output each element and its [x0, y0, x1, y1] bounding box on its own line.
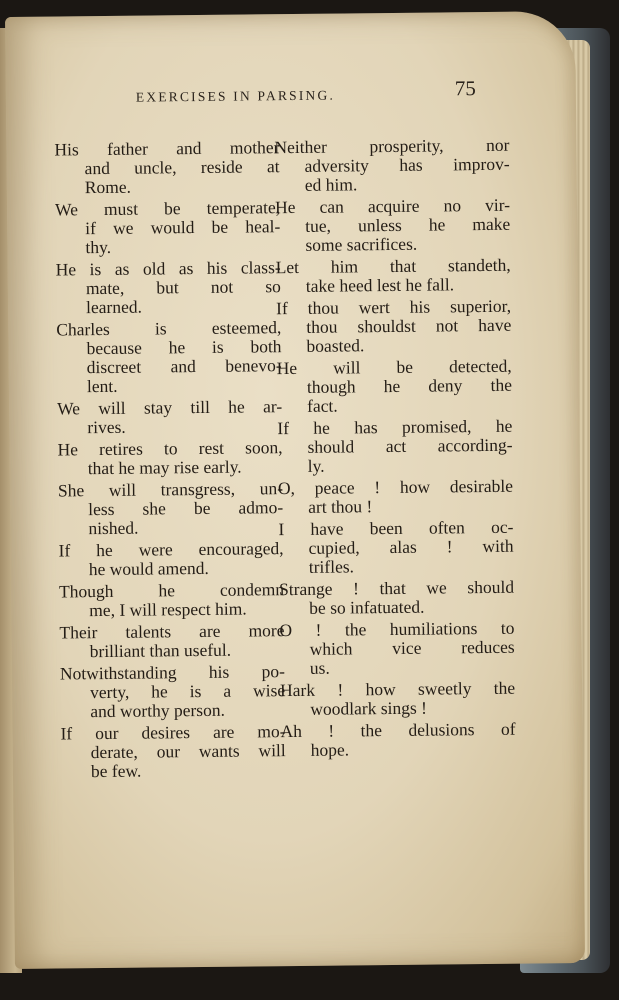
text-line: take heed lest he fall.	[305, 274, 455, 296]
sentence-block	[59, 580, 284, 620]
text-line: boasted.	[306, 335, 365, 356]
text-line: If he were encouraged,	[58, 538, 284, 561]
left-column	[54, 138, 286, 784]
sentence-block	[58, 479, 284, 538]
text-line: be few.	[90, 760, 142, 782]
text-line: Neither prosperity, nor	[274, 134, 510, 158]
text-line: thy.	[85, 236, 112, 258]
sentence-block	[55, 198, 281, 257]
text-line: me, I will respect him.	[89, 598, 247, 621]
sentence-block	[54, 138, 280, 197]
sentence-block	[278, 477, 513, 517]
text-line: derate, our wants will	[90, 740, 286, 763]
sentence-block	[276, 297, 512, 356]
text-line: art thou !	[308, 496, 373, 517]
sentence-block	[56, 318, 282, 396]
text-line: some sacrifices.	[305, 233, 418, 255]
sentence-block	[279, 578, 514, 618]
running-head: EXERCISES IN PARSING.	[135, 87, 336, 105]
text-line: he would amend.	[88, 557, 209, 580]
text-line: verty, he is a wise	[90, 680, 286, 703]
text-line: We must be temperate,	[54, 197, 281, 220]
text-line: Let him that standeth,	[275, 254, 511, 278]
sentence-block	[60, 722, 286, 781]
text-line: cupied, alas ! with	[308, 535, 514, 558]
text-line: Though he condemn	[58, 579, 285, 602]
sentence-block	[57, 438, 282, 478]
text-line: He is as old as his class-	[55, 257, 281, 280]
text-line: If he has promised, he	[277, 415, 513, 439]
text-line: O, peace ! how desirable	[277, 475, 514, 499]
text-line: and worthy person.	[90, 699, 226, 722]
text-line: be so infatuated.	[309, 596, 425, 618]
text-line: If our desires are mo-	[60, 721, 286, 744]
right-column	[274, 136, 516, 763]
text-line: discreet and benevo-	[86, 355, 282, 378]
sentence-block	[60, 662, 286, 721]
page-number: 75	[454, 76, 476, 101]
text-line: I have been often oc-	[278, 516, 514, 540]
text-line: thou shouldst not have	[306, 314, 512, 337]
sentence-block	[280, 720, 515, 760]
text-line: which vice reduces	[309, 636, 515, 659]
text-line: tue, unless he make	[305, 213, 511, 236]
text-line: fact.	[307, 395, 338, 416]
text-line: though he deny the	[306, 374, 513, 397]
text-line: If thou wert his superior,	[275, 295, 512, 319]
sentence-block	[275, 196, 511, 255]
text-line: He can acquire no vir-	[274, 194, 511, 218]
sentence-block	[56, 258, 282, 317]
sentence-block	[279, 619, 515, 678]
text-line: Charles is esteemed,	[56, 317, 282, 340]
text-line: if we would be heal-	[85, 216, 281, 239]
text-line: that he may rise early.	[87, 456, 242, 479]
text-line: Ah ! the delusions of	[280, 718, 516, 742]
text-line: hope.	[310, 739, 350, 760]
sentence-block	[59, 621, 284, 661]
text-line: ed him.	[304, 174, 358, 195]
sentence-block	[277, 417, 513, 476]
text-line: adversity has improv-	[304, 153, 510, 176]
text-line: because he is both	[86, 336, 282, 359]
sentence-block	[274, 136, 510, 195]
text-line: O ! the humiliations to	[279, 617, 515, 641]
text-line: trifles.	[308, 556, 355, 577]
text-line: and uncle, reside at	[84, 156, 280, 179]
text-line: Strange ! that we should	[278, 576, 515, 600]
sentence-block	[277, 357, 513, 416]
sentence-block	[59, 539, 284, 579]
text-line: brilliant than useful.	[89, 639, 232, 662]
text-line: lent.	[86, 375, 118, 397]
text-line: woodlark sings !	[310, 697, 428, 719]
sentence-block	[278, 518, 514, 577]
text-line: Notwithstanding his po-	[59, 661, 286, 684]
text-line: He will be detected,	[276, 355, 512, 379]
text-line: learned.	[85, 296, 143, 318]
text-line: nished.	[88, 517, 139, 539]
text-line: Hark ! how sweetly the	[279, 677, 516, 701]
text-line: less she be admo-	[88, 497, 284, 520]
text-line: Their talents are more	[59, 620, 285, 643]
text-line: mate, but not so	[85, 276, 281, 299]
sentence-block	[276, 256, 511, 296]
text-line: rives.	[87, 416, 126, 438]
text-line: us.	[309, 657, 330, 678]
text-line: Rome.	[84, 176, 132, 198]
sentence-block	[57, 397, 282, 437]
book-page	[5, 11, 585, 969]
text-line: He retires to rest soon,	[57, 437, 283, 460]
text-line: We will stay till he ar-	[57, 396, 283, 419]
text-line: His father and mother	[54, 137, 280, 160]
text-line: should act according-	[307, 434, 513, 457]
text-line: ly.	[307, 455, 325, 476]
sentence-block	[280, 679, 515, 719]
text-line: She will transgress, un-	[57, 478, 284, 501]
